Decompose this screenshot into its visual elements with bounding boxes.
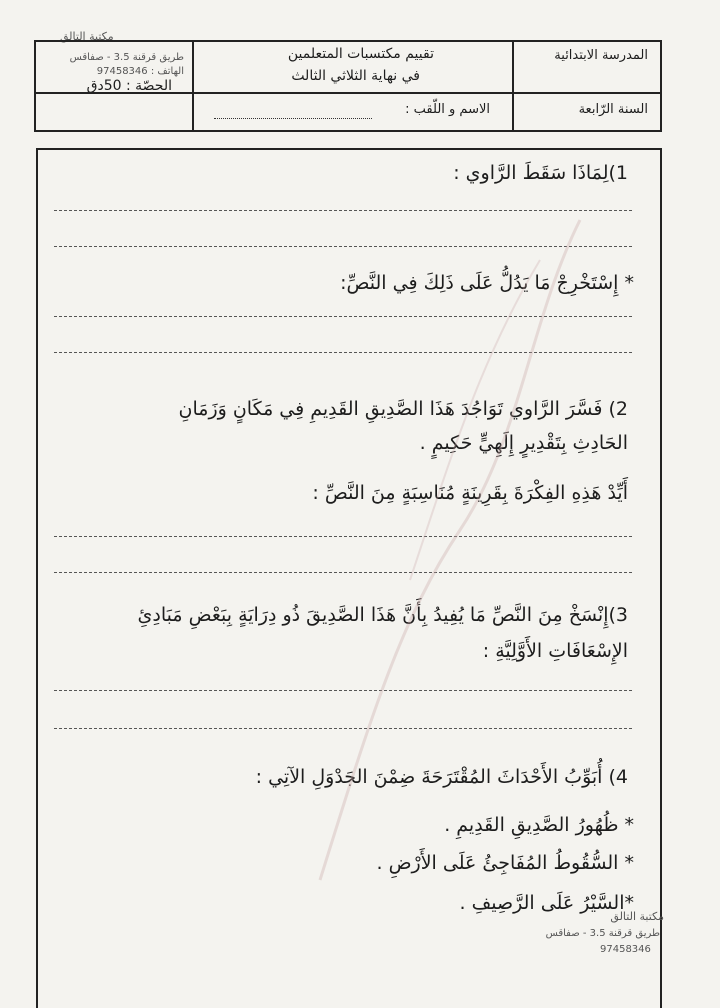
- question-1b: * إِسْتَخْرِجْ مَا يَدُلُّ عَلَى ذَلِكَ فِي النَّصِّ:: [340, 272, 634, 294]
- event-item: * ظُهُورُ الصَّدِيقِ القَدِيمِ .: [444, 814, 634, 836]
- name-field[interactable]: [214, 118, 372, 119]
- header-stamp-phone: الهاتف : 97458346: [96, 66, 184, 77]
- name-label: الاسم و اللّقب :: [405, 102, 490, 117]
- question-4: 4) أُبَوِّبُ الأَحْدَاثَ المُقْتَرَحَةَ ضِمْنَ الجَدْوَلِ الآتِي :: [255, 766, 628, 788]
- exam-header: [34, 40, 662, 132]
- question-3: 3)إِنْسَخْ مِنَ النَّصِّ مَا يُفِيدُ بِأَنَّ هَذَا الصَّدِيقَ ذُو دِرَايَةٍ بِبَعْضِ مَبَادِئِ: [137, 604, 628, 626]
- school-label: المدرسة الابتدائية: [554, 48, 648, 63]
- header-duration-cell: [36, 42, 192, 130]
- event-item: * السُّقُوطُ المُفَاجِئُ عَلَى الأَرْضِ .: [376, 852, 634, 874]
- header-school-cell: [512, 42, 660, 130]
- header-stamp-road: طريق قرقنة 3.5 - صفاقس: [69, 52, 184, 63]
- header-divider: [36, 92, 660, 94]
- question-2: 2) فَسَّرَ الرَّاوي تَوَاجُدَ هَذَا الصَّدِيقِ القَدِيمِ فِي مَكَانٍ وَزَمَانِ: [178, 398, 628, 420]
- duration-label: الحصّة : 50دق: [86, 78, 172, 94]
- exam-title: تقييم مكتسبات المتعلمين: [287, 46, 434, 62]
- event-item: *السَّيْرُ عَلَى الرَّصِيفِ .: [459, 892, 634, 914]
- footer-stamp-road: طريق قرقنة 3.5 - صفاقس: [545, 928, 660, 939]
- header-title-cell: [192, 42, 512, 130]
- footer-stamp-phone: 97458346: [600, 944, 651, 955]
- question-1: 1)لِمَاذَا سَقَطَ الرَّاوي :: [453, 162, 628, 184]
- footer-stamp-name: مكتبة التالق: [610, 910, 664, 923]
- question-3-line2: الإِسْعَافَاتِ الأَوَّلِيَّةِ :: [482, 640, 628, 662]
- exam-subtitle: في نهاية الثلاثي الثالث: [291, 68, 420, 84]
- question-2-line2: الحَادِثِ بِتَقْدِيرٍ إِلَهِيٍّ حَكِيمٍ .: [419, 432, 628, 454]
- bookshop-stamp-top: مكتبة التالق: [60, 30, 114, 43]
- question-2-prompt: أَيِّدْ هَذِهِ الفِكْرَةَ بِقَرِينَةٍ مُنَاسِبَةٍ مِنَ النَّصِّ :: [312, 482, 628, 504]
- level-label: السنة الرّابعة: [578, 102, 648, 117]
- handwritten-watermark: [200, 200, 620, 900]
